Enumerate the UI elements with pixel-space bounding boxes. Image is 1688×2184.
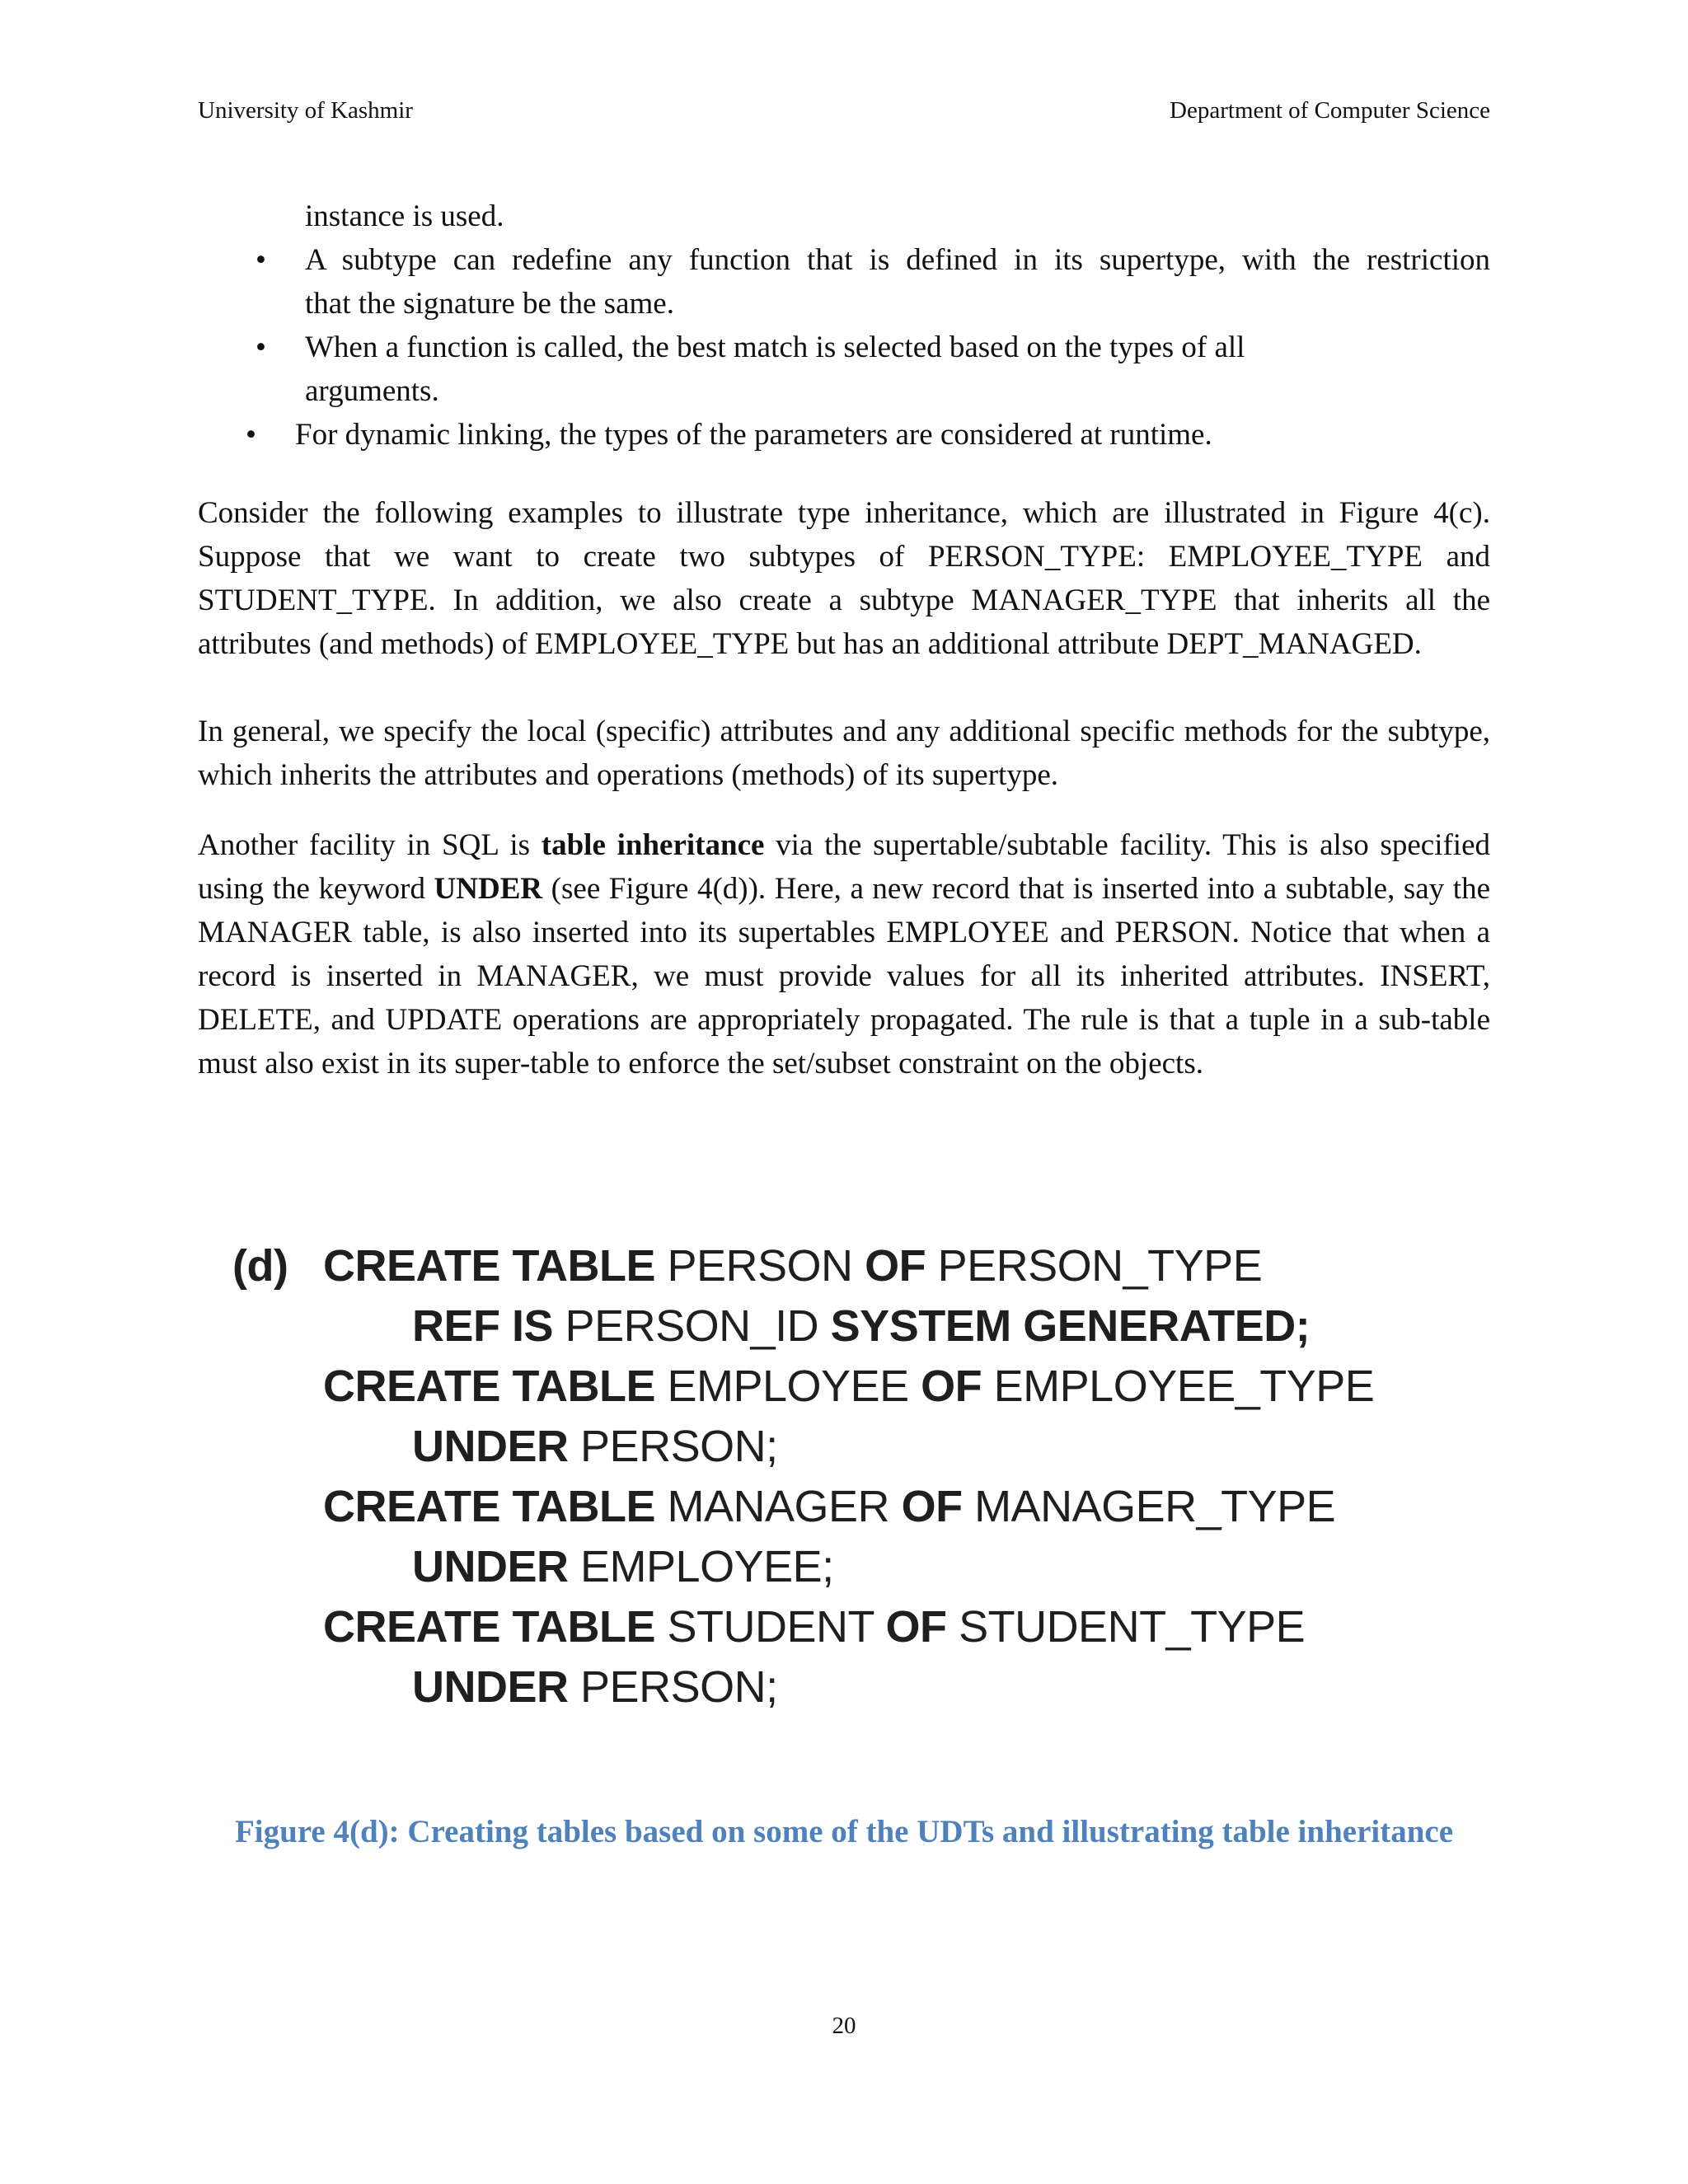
kw-of: OF [921,1361,982,1411]
bullet-dot-icon: • [246,418,256,452]
bullet-line: that the signature be the same. [305,287,674,321]
semicolon: ; [766,1422,778,1471]
code-line [232,1296,1374,1357]
kw-under: UNDER [412,1422,569,1471]
figure-caption: Figure 4(d): Creating tables based on some of the UDTs and illustrating table inheritance [234,1814,1454,1849]
figure-label: (d) [232,1241,288,1291]
ref-name: PERSON_ID [565,1301,819,1351]
term-table-inheritance: table inheritance [541,828,765,862]
text-span: (see Figure 4(d)). Here, a new record that is inserted into a subtable, say the MANAGER table, is also inserted into its supertables EMPLOYEE and PERSON. Notice that when a record is inserted in MANAGER, we must provide values for all its inherited attributes. INSERT, DELETE, and UPDATE operations are appropriately propagated. The rule is that a tuple in a sub-table must also exist in its super-table to enforce the set/subset constraint on the objects. [198,872,1490,1080]
table-name: STUDENT [667,1602,874,1652]
kw-of: OF [865,1241,926,1291]
kw-create-table: CREATE TABLE [323,1241,655,1291]
code-line [232,1657,1374,1718]
header-university: University of Kashmir [198,97,413,124]
bullet-line: For dynamic linking, the types of the parameters are considered at runtime. [295,418,1212,452]
table-name: MANAGER [667,1482,890,1531]
table-name: EMPLOYEE [667,1361,909,1411]
bullet-dot-icon: • [256,330,266,364]
kw-system-generated: SYSTEM GENERATED [830,1301,1296,1351]
code-line [232,1537,1374,1597]
kw-create-table: CREATE TABLE [323,1361,655,1411]
kw-ref-is: REF IS [412,1301,554,1351]
paragraph-type-inheritance: Consider the following examples to illustrate type inheritance, which are illustrated in Figure 4(c). Suppose that we want to create two subtypes of PERSON_TYPE: EMPLOYEE_TYPE and STUDENT_TYPE. In addition, we also create a subtype MANAGER_TYPE that inherits all the attributes (and methods) of EMPLOYEE_TYPE but has an additional attribute DEPT_MANAGED. [198,496,1490,661]
bullet-line: When a function is called, the best match is selected based on the types of all [305,330,1245,364]
kw-of: OF [901,1482,963,1531]
bullet-list [198,238,1490,457]
term-under: UNDER [434,872,543,906]
continuation-text: instance is used. [305,199,504,233]
code-line [232,1417,1374,1477]
paragraph-table-inheritance [198,823,1490,1085]
semicolon: ; [766,1662,778,1712]
code-line [232,1597,1374,1657]
code-line [232,1357,1374,1417]
kw-under: UNDER [412,1662,569,1712]
bullet-line: A subtype can redefine any function that is defined in its supertype, with the restriction [305,243,1490,277]
bullet-line: arguments. [305,374,439,408]
header-department: Department of Computer Science [1170,97,1490,124]
bullet-item [198,413,1490,457]
type-name: PERSON_TYPE [937,1241,1263,1291]
page-header [198,97,1490,130]
semicolon: ; [1295,1301,1311,1351]
semicolon: ; [822,1542,834,1591]
kw-of: OF [885,1602,947,1652]
kw-create-table: CREATE TABLE [323,1482,655,1531]
paragraph-local-attributes: In general, we specify the local (specific) attributes and any additional specific methods for the subtype, which inherits the attributes and operations (methods) of its supertype. [198,715,1490,792]
table-name: PERSON [667,1241,853,1291]
bullet-item [198,326,1490,413]
code-line [232,1477,1374,1537]
code-line [232,1236,1374,1296]
type-name: EMPLOYEE_TYPE [993,1361,1375,1411]
bullet-dot-icon: • [256,243,266,277]
bullet-item [198,238,1490,326]
page-number: 20 [832,2013,856,2039]
text-span: via the supertable/subtable facility. This is also specified using the keyword [198,828,1491,906]
kw-create-table: CREATE TABLE [323,1602,655,1652]
table-name: EMPLOYEE [580,1542,823,1591]
type-name: STUDENT_TYPE [959,1602,1306,1652]
table-name: PERSON [580,1662,767,1712]
table-name: PERSON [580,1422,767,1471]
kw-under: UNDER [412,1542,569,1591]
text-span: Another facility in SQL is [198,828,542,862]
type-name: MANAGER_TYPE [974,1482,1336,1531]
figure-code-block [232,1236,1374,1718]
